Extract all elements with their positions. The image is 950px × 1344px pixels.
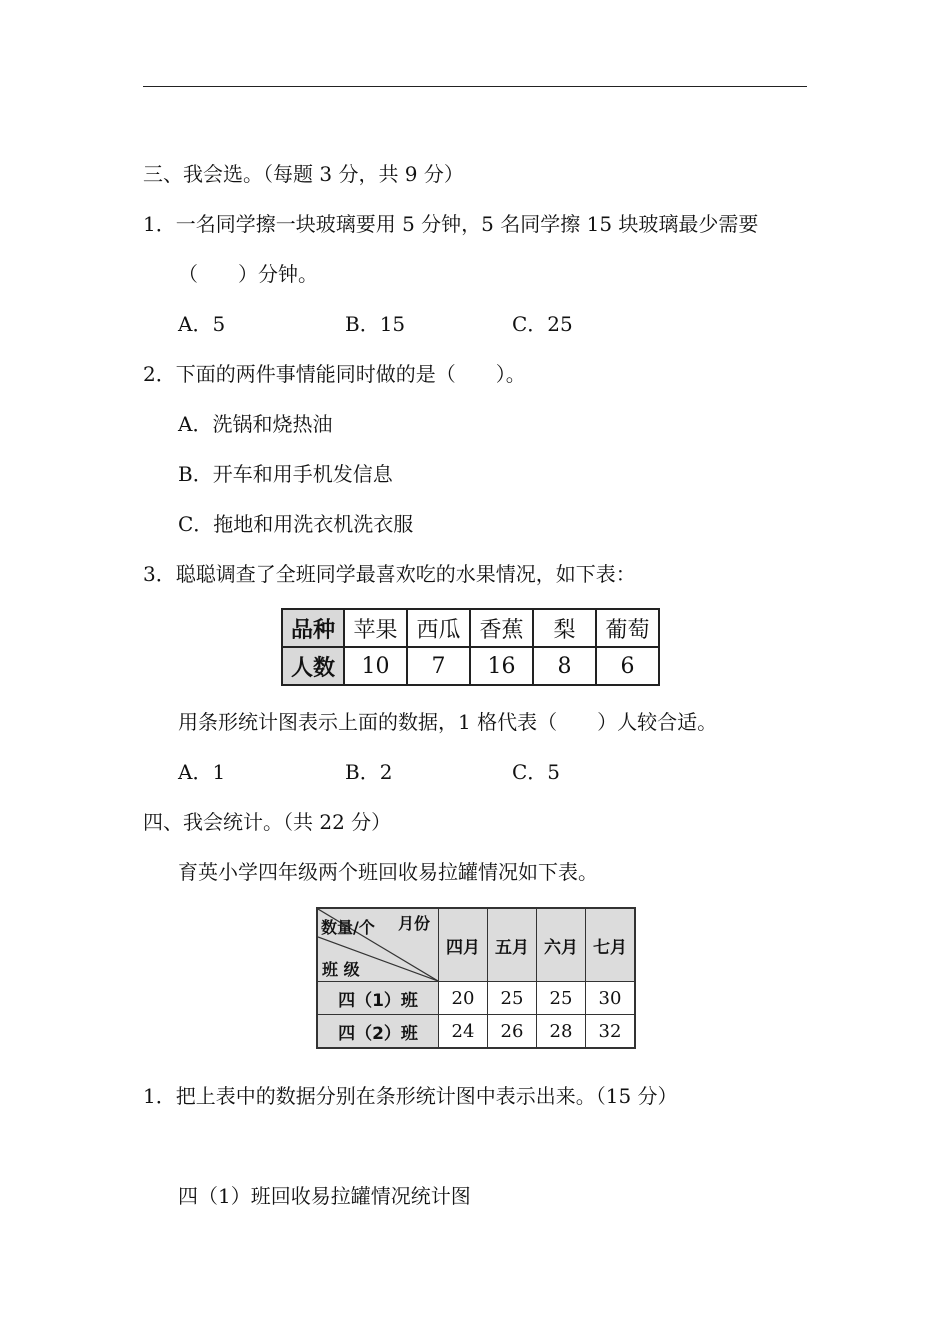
table-cell: 32 [586, 1015, 636, 1049]
chart-title: 四（1）班回收易拉罐情况统计图 [178, 1184, 471, 1208]
table-cell: 香蕉 [470, 609, 533, 647]
cans-table [316, 907, 636, 1049]
table-row [282, 609, 659, 647]
table-header-cell: 四月 [439, 908, 488, 982]
q3-text-cont: 用条形统计图表示上面的数据，1 格代表（ ）人较合适。 [178, 710, 718, 734]
table-cell: 25 [488, 982, 537, 1015]
table-header-cell: 七月 [586, 908, 636, 982]
corner-label-quantity: 数量/个 [321, 918, 375, 937]
q1-text: 1．一名同学擦一块玻璃要用 5 分钟，5 名同学擦 15 块玻璃最少需要 [143, 212, 759, 236]
table-row-label: 四（1）班 [317, 982, 439, 1015]
table-cell: 28 [537, 1015, 586, 1049]
q2-option-a: A．洗锅和烧热油 [178, 412, 333, 436]
q3-option-a: A．1 [178, 760, 226, 784]
table-cell: 20 [439, 982, 488, 1015]
table-cell: 西瓜 [407, 609, 470, 647]
table-cell: 6 [596, 647, 659, 685]
table-header-cell: 五月 [488, 908, 537, 982]
table-corner-cell [317, 908, 439, 982]
q2-option-b: B．开车和用手机发信息 [178, 462, 393, 486]
corner-label-month: 月份 [398, 914, 431, 933]
header-rule [143, 86, 807, 87]
table-header-cell: 品种 [282, 609, 344, 647]
table-cell: 10 [344, 647, 407, 685]
q3-option-c: C．5 [512, 760, 561, 784]
table-cell: 24 [439, 1015, 488, 1049]
table-cell: 梨 [533, 609, 596, 647]
table-row [317, 908, 635, 982]
corner-label-class: 班 级 [322, 960, 360, 979]
section4-intro: 育英小学四年级两个班回收易拉罐情况如下表。 [178, 860, 598, 884]
table-row [282, 647, 659, 685]
q1-option-a: A．5 [178, 312, 226, 336]
q1-text-cont: （ ）分钟。 [178, 262, 318, 286]
q1-option-c: C．25 [512, 312, 573, 336]
table-cell: 8 [533, 647, 596, 685]
table-cell: 16 [470, 647, 533, 685]
q1-option-b: B．15 [345, 312, 406, 336]
section3-title: 三、我会选。（每题 3 分，共 9 分） [143, 162, 464, 186]
table-cell: 26 [488, 1015, 537, 1049]
section4-q1: 1．把上表中的数据分别在条形统计图中表示出来。（15 分） [143, 1084, 678, 1108]
table-cell: 苹果 [344, 609, 407, 647]
q2-option-c: C．拖地和用洗衣机洗衣服 [178, 512, 414, 536]
table-cell: 葡萄 [596, 609, 659, 647]
section4-title: 四、我会统计。（共 22 分） [143, 810, 392, 834]
q3-option-b: B．2 [345, 760, 393, 784]
fruit-table [281, 608, 660, 686]
table-cell: 30 [586, 982, 636, 1015]
table-cell: 7 [407, 647, 470, 685]
q2-text: 2．下面的两件事情能同时做的是（ ）。 [143, 362, 526, 386]
table-cell: 25 [537, 982, 586, 1015]
table-header-cell: 人数 [282, 647, 344, 685]
table-header-cell: 六月 [537, 908, 586, 982]
table-row [317, 1015, 635, 1049]
table-row-label: 四（2）班 [317, 1015, 439, 1049]
table-row [317, 982, 635, 1015]
q3-text: 3．聪聪调查了全班同学最喜欢吃的水果情况，如下表： [143, 562, 636, 586]
